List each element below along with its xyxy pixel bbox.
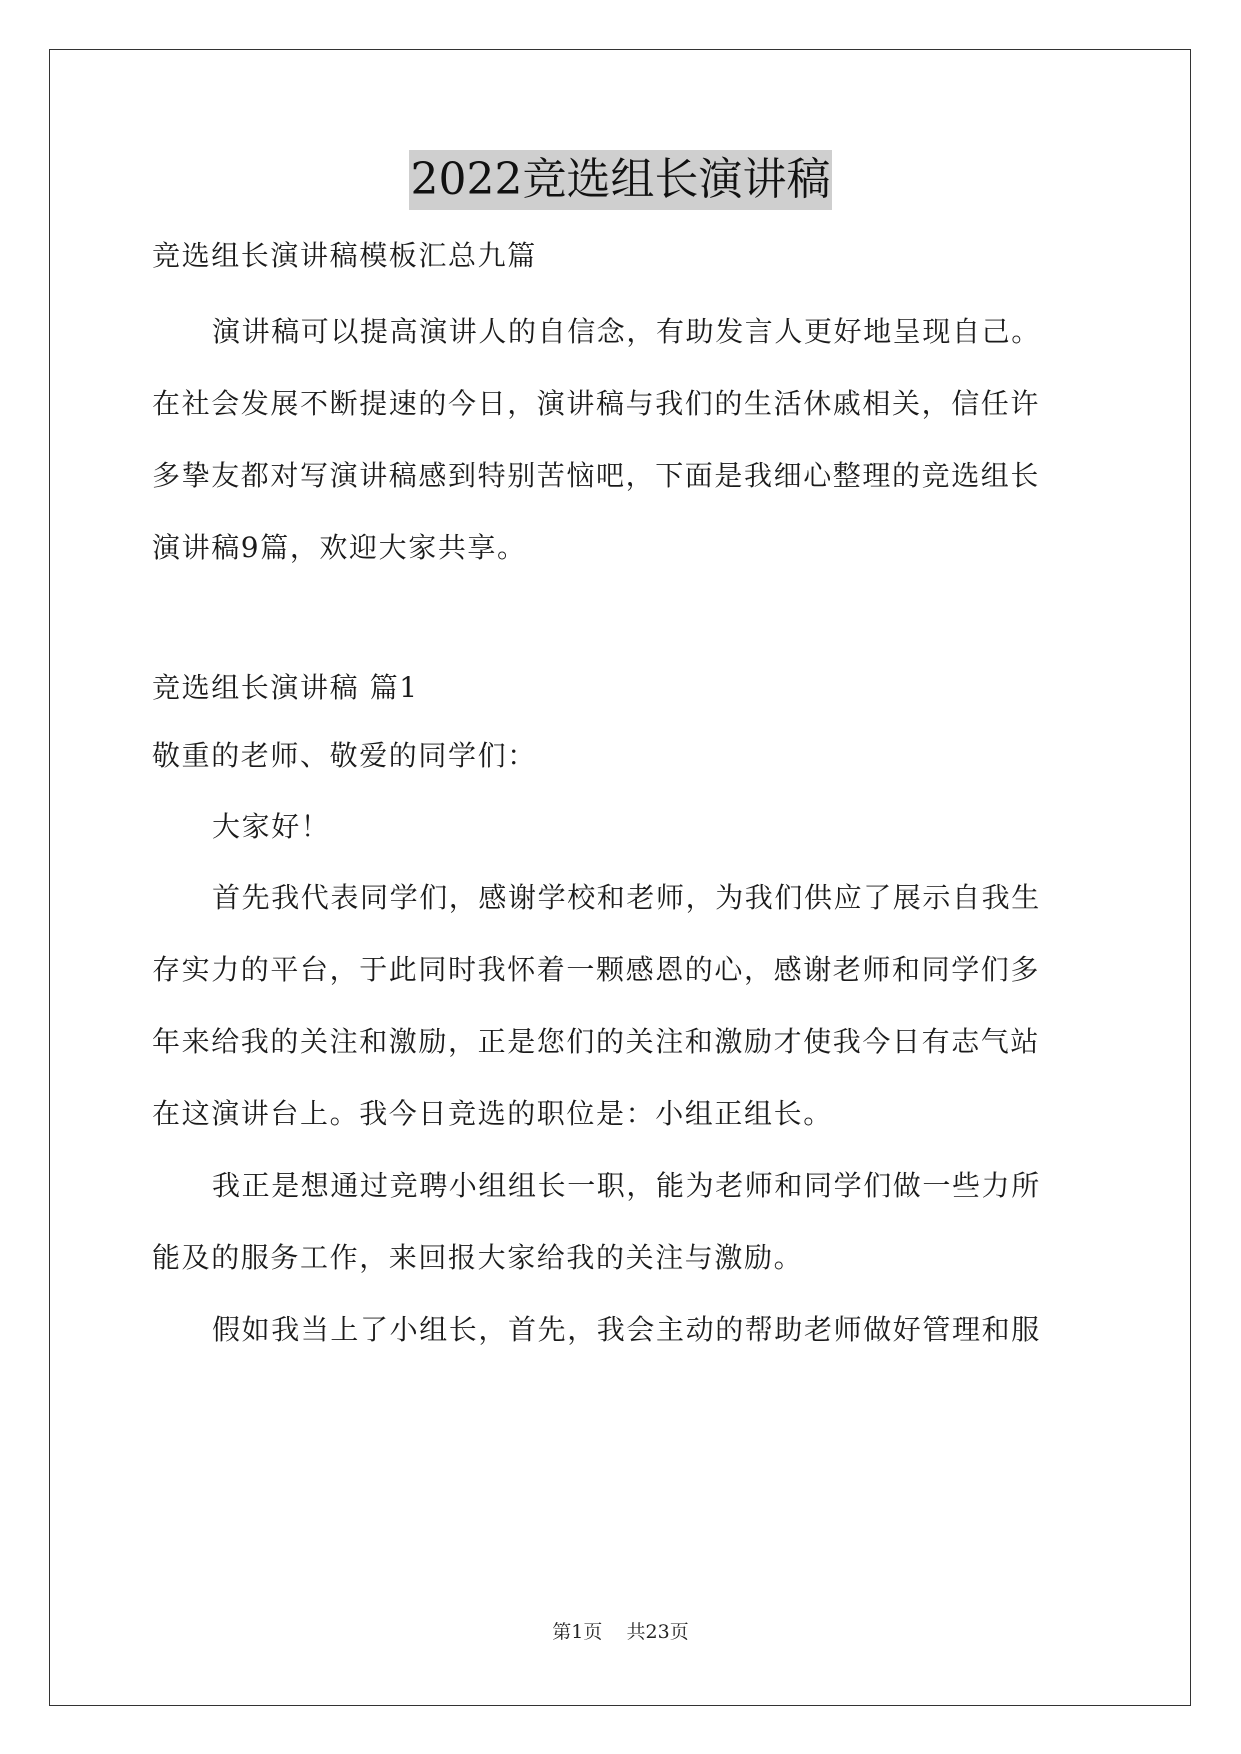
paragraph-line: 能及的服务工作，来回报大家给我的关注与激励。 [152, 1241, 804, 1274]
intro-line: 演讲稿可以提高演讲人的自信念，有助发言人更好地呈现自己。 [212, 315, 1041, 348]
footer-page-number: 1 [571, 1621, 584, 1643]
paragraph-line: 首先我代表同学们，感谢学校和老师，为我们供应了展示自我生 [212, 881, 1041, 914]
intro-line: 演讲稿9篇，欢迎大家共享。 [152, 531, 527, 564]
paragraph-line: 我正是想通过竞聘小组组长一职，能为老师和同学们做一些力所 [212, 1169, 1041, 1202]
paragraph-line: 年来给我的关注和激励，正是您们的关注和激励才使我今日有志气站 [152, 1025, 1041, 1058]
paragraph-line: 假如我当上了小组长，首先，我会主动的帮助老师做好管理和服 [212, 1313, 1041, 1346]
salutation: 敬重的老师、敬爱的同学们： [152, 739, 537, 772]
intro-line: 多挚友都对写演讲稿感到特别苦恼吧，下面是我细心整理的竞选组长 [152, 459, 1041, 492]
footer-total-prefix: 共 [626, 1621, 646, 1643]
greeting: 大家好！ [212, 810, 331, 843]
footer-total-suffix: 页 [669, 1621, 689, 1643]
page-footer [0, 1619, 1241, 1645]
intro-line: 在社会发展不断提速的今日，演讲稿与我们的生活休戚相关，信任许 [152, 387, 1041, 420]
paragraph-line: 在这演讲台上。我今日竞选的职位是：小组正组长。 [152, 1097, 833, 1130]
section-heading: 竞选组长演讲稿 篇1 [152, 671, 419, 704]
footer-total-pages: 23 [645, 1621, 670, 1643]
title-container [0, 150, 1241, 210]
footer-page-prefix: 第 [552, 1621, 572, 1643]
document-subtitle: 竞选组长演讲稿模板汇总九篇 [152, 239, 537, 272]
footer-page-suffix: 页 [583, 1621, 603, 1643]
document-title: 2022竞选组长演讲稿 [409, 150, 833, 210]
paragraph-line: 存实力的平台，于此同时我怀着一颗感恩的心，感谢老师和同学们多 [152, 953, 1041, 986]
